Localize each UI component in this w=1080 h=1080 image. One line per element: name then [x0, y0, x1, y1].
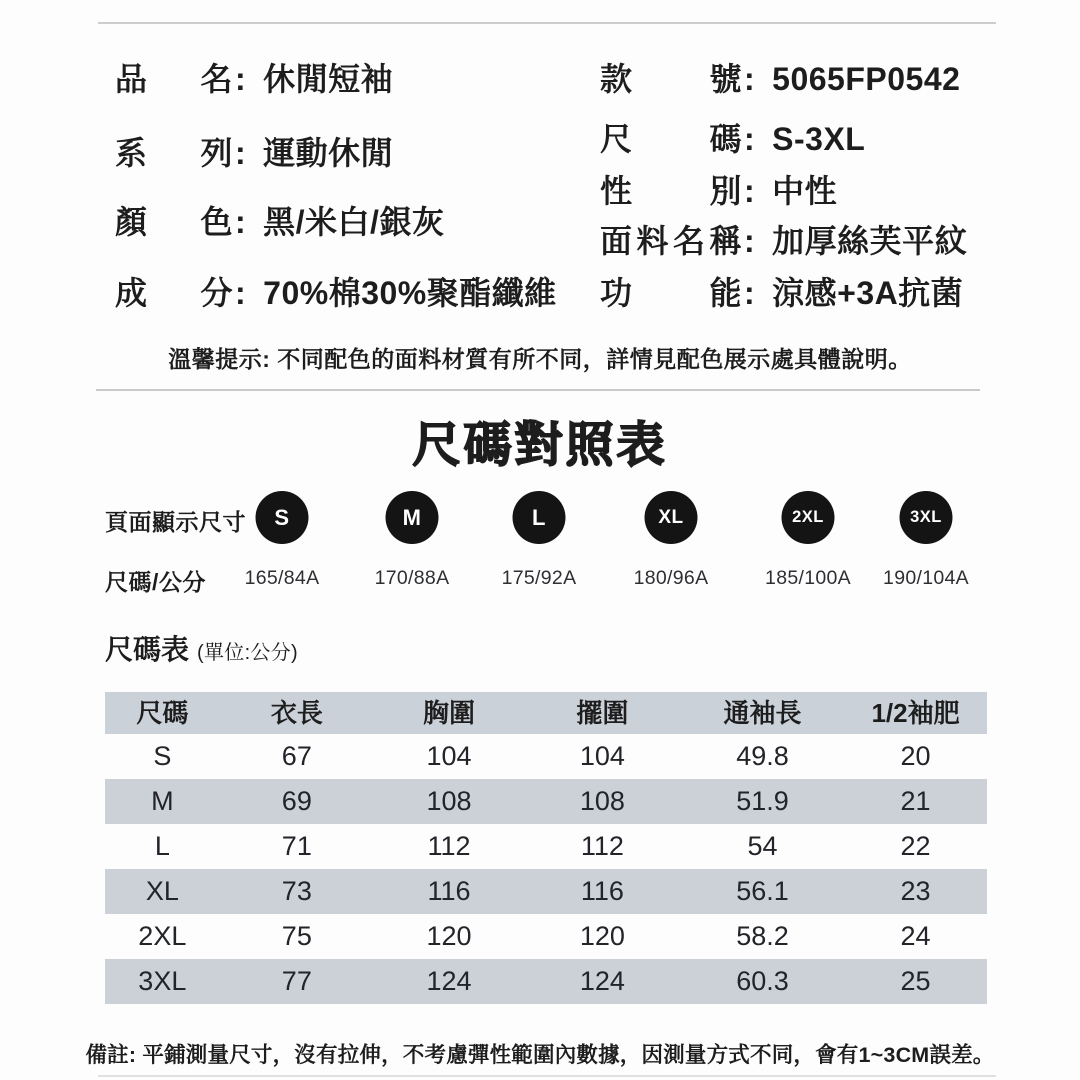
table-cell: 77 — [281, 966, 312, 996]
table-cell: 21 — [900, 786, 931, 816]
info-value: 加厚絲芙平紋 — [772, 223, 968, 259]
header-cell: 衣長 — [270, 698, 323, 728]
info-value: 中性 — [772, 173, 838, 209]
size-table-header-row — [105, 692, 987, 734]
info-colon: : — [744, 223, 756, 259]
info-value: 休閒短袖 — [263, 61, 394, 97]
info-row-color — [115, 205, 444, 240]
size-badge-2xl — [782, 491, 835, 544]
table-cell: 3XL — [138, 966, 187, 996]
table-cell: XL — [145, 876, 179, 906]
table-cell: 104 — [579, 741, 625, 771]
table-row-l — [105, 824, 987, 869]
info-value: 運動休閒 — [263, 135, 394, 171]
info-value: 70%棉30%聚酯纖維 — [263, 275, 557, 311]
table-cell: 112 — [580, 831, 624, 861]
table-cell: 124 — [426, 966, 472, 996]
info-row-composition — [115, 276, 557, 311]
table-cell: 71 — [281, 831, 312, 861]
bottom-divider — [98, 1075, 996, 1077]
info-label: 款號 — [600, 61, 742, 97]
size-cm-value: 165/84A — [244, 567, 320, 589]
size-badge-label: XL — [658, 506, 684, 528]
table-cell: 2XL — [138, 921, 187, 951]
info-row-size-range — [600, 122, 865, 157]
info-row-series — [115, 136, 393, 171]
table-cell: L — [154, 831, 170, 861]
info-colon: : — [744, 121, 756, 157]
table-cell: 56.1 — [736, 876, 789, 906]
size-badge-label: L — [532, 504, 546, 530]
info-label: 系列 — [115, 135, 233, 171]
size-cm-value: 185/100A — [765, 567, 851, 589]
top-divider — [98, 22, 996, 24]
info-colon: : — [235, 275, 247, 311]
table-cell: 67 — [281, 741, 312, 771]
table-cell: 73 — [281, 876, 312, 906]
info-colon: : — [235, 61, 247, 97]
cm-row-label: 尺碼/公分 — [105, 569, 206, 595]
table-cell: 54 — [747, 831, 778, 861]
size-badge-label: M — [402, 504, 422, 530]
size-badge-m — [386, 491, 439, 544]
info-row-product-name — [115, 62, 393, 97]
size-chart-title: 尺碼對照表 — [412, 419, 668, 472]
info-value: 黑/米白/銀灰 — [263, 204, 445, 240]
info-row-function — [600, 276, 963, 311]
table-cell: 108 — [426, 786, 472, 816]
table-cell: 22 — [900, 831, 931, 861]
info-value: 涼感+3A抗菌 — [772, 275, 964, 311]
size-table-caption-text: 尺碼表 — [105, 634, 190, 665]
size-cm-value: 190/104A — [883, 567, 969, 589]
size-badge-label: 2XL — [792, 508, 824, 526]
table-cell: 24 — [900, 921, 931, 951]
table-cell: 69 — [281, 786, 312, 816]
table-row-m — [105, 779, 987, 824]
table-cell: 120 — [426, 921, 472, 951]
info-row-style-number — [600, 62, 960, 97]
table-row-xl — [105, 869, 987, 914]
size-badge-label: 3XL — [910, 508, 942, 526]
header-cell: 通袖長 — [723, 698, 802, 728]
info-label: 品名 — [115, 61, 233, 97]
info-value: S-3XL — [772, 121, 866, 157]
warm-notice-text: 溫馨提示: 不同配色的面料材質有所不同，詳情見配色展示處具體說明。 — [168, 346, 912, 372]
size-table-unit-label: (單位:公分) — [197, 642, 298, 664]
table-cell: S — [153, 741, 172, 771]
footnote-text: 備註: 平鋪測量尺寸，沒有拉伸，不考慮彈性範圍內數據，因測量方式不同，會有1~3CM誤差。 — [85, 1043, 995, 1067]
info-colon: : — [235, 204, 247, 240]
size-badge-3xl — [900, 491, 953, 544]
info-label: 功能 — [600, 275, 742, 311]
table-cell: 116 — [427, 876, 471, 906]
table-cell: 51.9 — [736, 786, 789, 816]
table-cell: 108 — [579, 786, 625, 816]
header-cell: 尺碼 — [136, 698, 189, 728]
info-label: 成分 — [115, 275, 233, 311]
size-cm-value: 180/96A — [633, 567, 709, 589]
info-colon: : — [744, 173, 756, 209]
info-label: 尺碼 — [600, 121, 742, 157]
table-cell: 75 — [281, 921, 312, 951]
size-cm-value: 175/92A — [501, 567, 577, 589]
table-cell: 112 — [427, 831, 471, 861]
table-cell: 20 — [900, 741, 931, 771]
table-cell: 60.3 — [736, 966, 789, 996]
size-badge-label: S — [274, 504, 290, 530]
size-badge-l — [513, 491, 566, 544]
table-row-2xl — [105, 914, 987, 959]
table-cell: 58.2 — [736, 921, 789, 951]
header-cell: 胸圍 — [422, 698, 475, 728]
size-cm-value: 170/88A — [374, 567, 450, 589]
info-colon: : — [235, 135, 247, 171]
table-cell: 25 — [900, 966, 931, 996]
size-badge-xl — [645, 491, 698, 544]
display-size-label: 頁面顯示尺寸 — [105, 509, 246, 535]
table-cell: 116 — [580, 876, 624, 906]
table-cell: 23 — [900, 876, 931, 906]
table-cell: 49.8 — [736, 741, 789, 771]
info-row-gender — [600, 174, 837, 209]
header-cell: 1/2袖肥 — [871, 698, 960, 728]
info-value: 5065FP0542 — [772, 61, 961, 97]
info-row-fabric-name — [600, 224, 967, 259]
size-table-caption — [105, 628, 298, 668]
size-badge-s — [256, 491, 309, 544]
table-cell: M — [151, 786, 174, 816]
info-label: 面料名稱 — [600, 223, 742, 259]
section-divider — [96, 389, 980, 391]
table-cell: 124 — [579, 966, 625, 996]
info-colon: : — [744, 275, 756, 311]
table-row-s — [105, 734, 987, 779]
info-colon: : — [744, 61, 756, 97]
info-label: 性別 — [600, 173, 742, 209]
size-table — [105, 692, 987, 1004]
table-row-3xl — [105, 959, 987, 1004]
info-label: 顏色 — [115, 204, 233, 240]
table-cell: 104 — [426, 741, 472, 771]
table-cell: 120 — [579, 921, 625, 951]
header-cell: 擺圍 — [576, 698, 629, 728]
